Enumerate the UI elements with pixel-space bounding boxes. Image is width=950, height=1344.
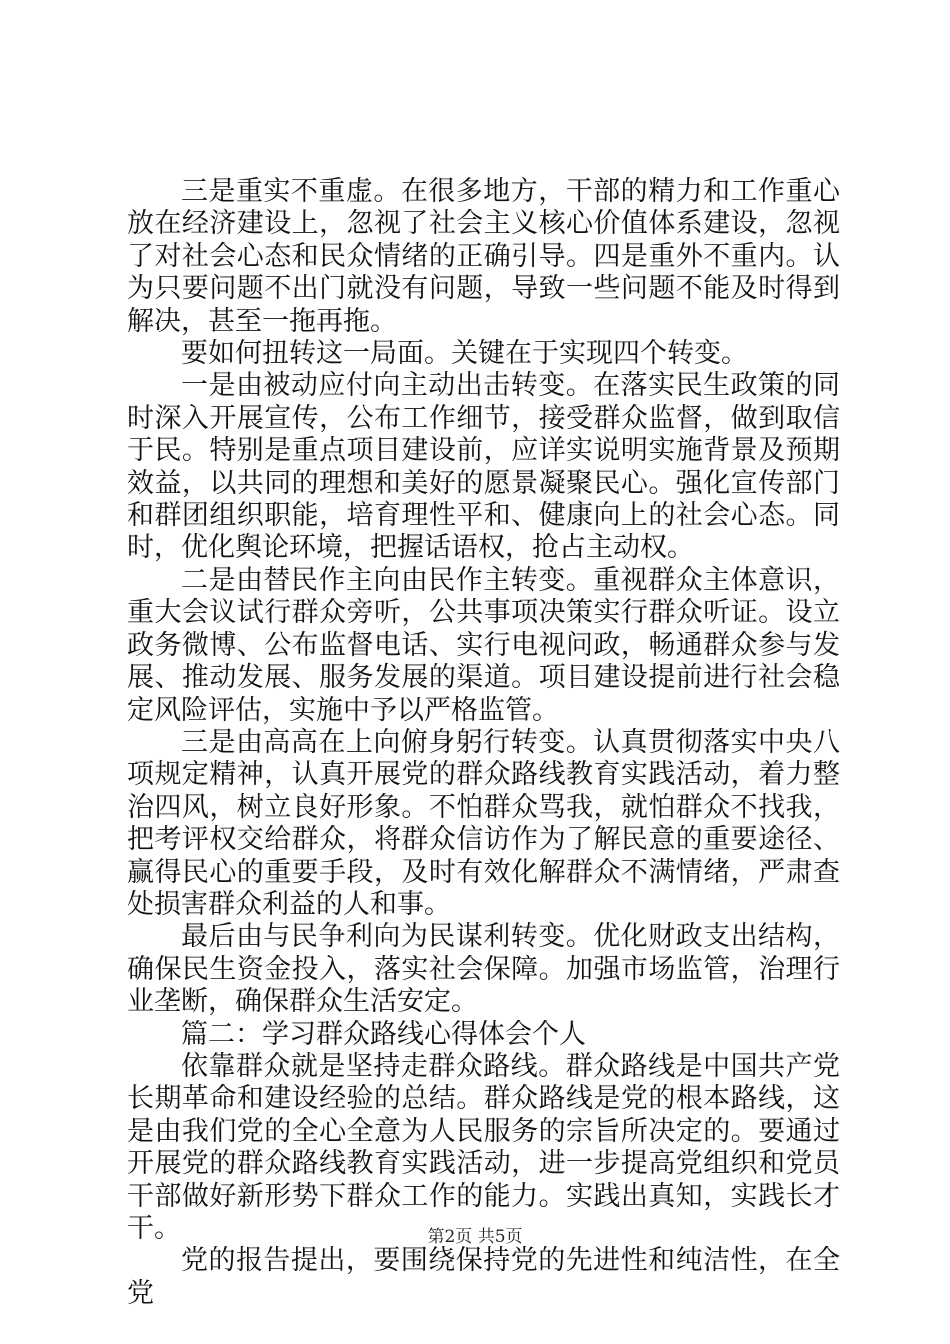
page-footer: 第2页 共5页 (427, 1227, 523, 1247)
section-heading: 篇二：学习群众路线心得体会个人 (181, 1018, 586, 1050)
paragraph: 二是由替民作主向由民作主转变。重视群众主体意识，重大会议试行群众旁听，公共事项决策实行群众听证。设立政务微博、公布监督电话、实行电视问政，畅通群众参与发展、推动发展、服务发展的渠道。项目建设提前进行社会稳定风险评估，实施中予以严格监管。 (127, 564, 840, 726)
paragraph: 三是重实不重虚。在很多地方，干部的精力和工作重心放在经济建设上，忽视了社会主义核心价值体系建设，忽视了对社会心态和民众情绪的正确引导。四是重外不重内。认为只要问题不出门就没有问题，导致一些问题不能及时得到解决，甚至一拖再拖。 (127, 176, 840, 337)
paragraph: 最后由与民争利向为民谋利转变。优化财政支出结构，确保民生资金投入，落实社会保障。加强市场监管，治理行业垄断，确保群众生活安定。 (127, 921, 840, 1018)
paragraph: 要如何扭转这一局面。关键在于实现四个转变。 (181, 338, 748, 370)
paragraph: 一是由被动应付向主动出击转变。在落实民生政策的同时深入开展宣传，公布工作细节，接受群众监督，做到取信于民。特别是重点项目建设前，应详实说明实施背景及预期效益，以共同的理想和美好的愿景凝聚民心。强化宣传部门和群团组织职能，培育理性平和、健康向上的社会心态。同时，优化舆论环境，把握话语权，抢占主动权。 (127, 370, 840, 564)
paragraph: 依靠群众就是坚持走群众路线。群众路线是中国共产党长期革命和建设经验的总结。群众路线是党的根本路线，这是由我们党的全心全意为人民服务的宗旨所决定的。要通过开展党的群众路线教育实践活动，进一步提高党组织和党员干部做好新形势下群众工作的能力。实践出真知，实践长才干。 (127, 1050, 840, 1244)
paragraph: 党的报告提出，要围绕保持党的先进性和纯洁性，在全党 (127, 1245, 840, 1309)
document-body (127, 176, 840, 1310)
paragraph: 三是由高高在上向俯身躬行转变。认真贯彻落实中央八项规定精神，认真开展党的群众路线教育实践活动，着力整治四风，树立良好形象。不怕群众骂我，就怕群众不找我，把考评权交给群众，将群众信访作为了解民意的重要途径、赢得民心的重要手段，及时有效化解群众不满情绪，严肃查处损害群众利益的人和事。 (127, 726, 840, 920)
